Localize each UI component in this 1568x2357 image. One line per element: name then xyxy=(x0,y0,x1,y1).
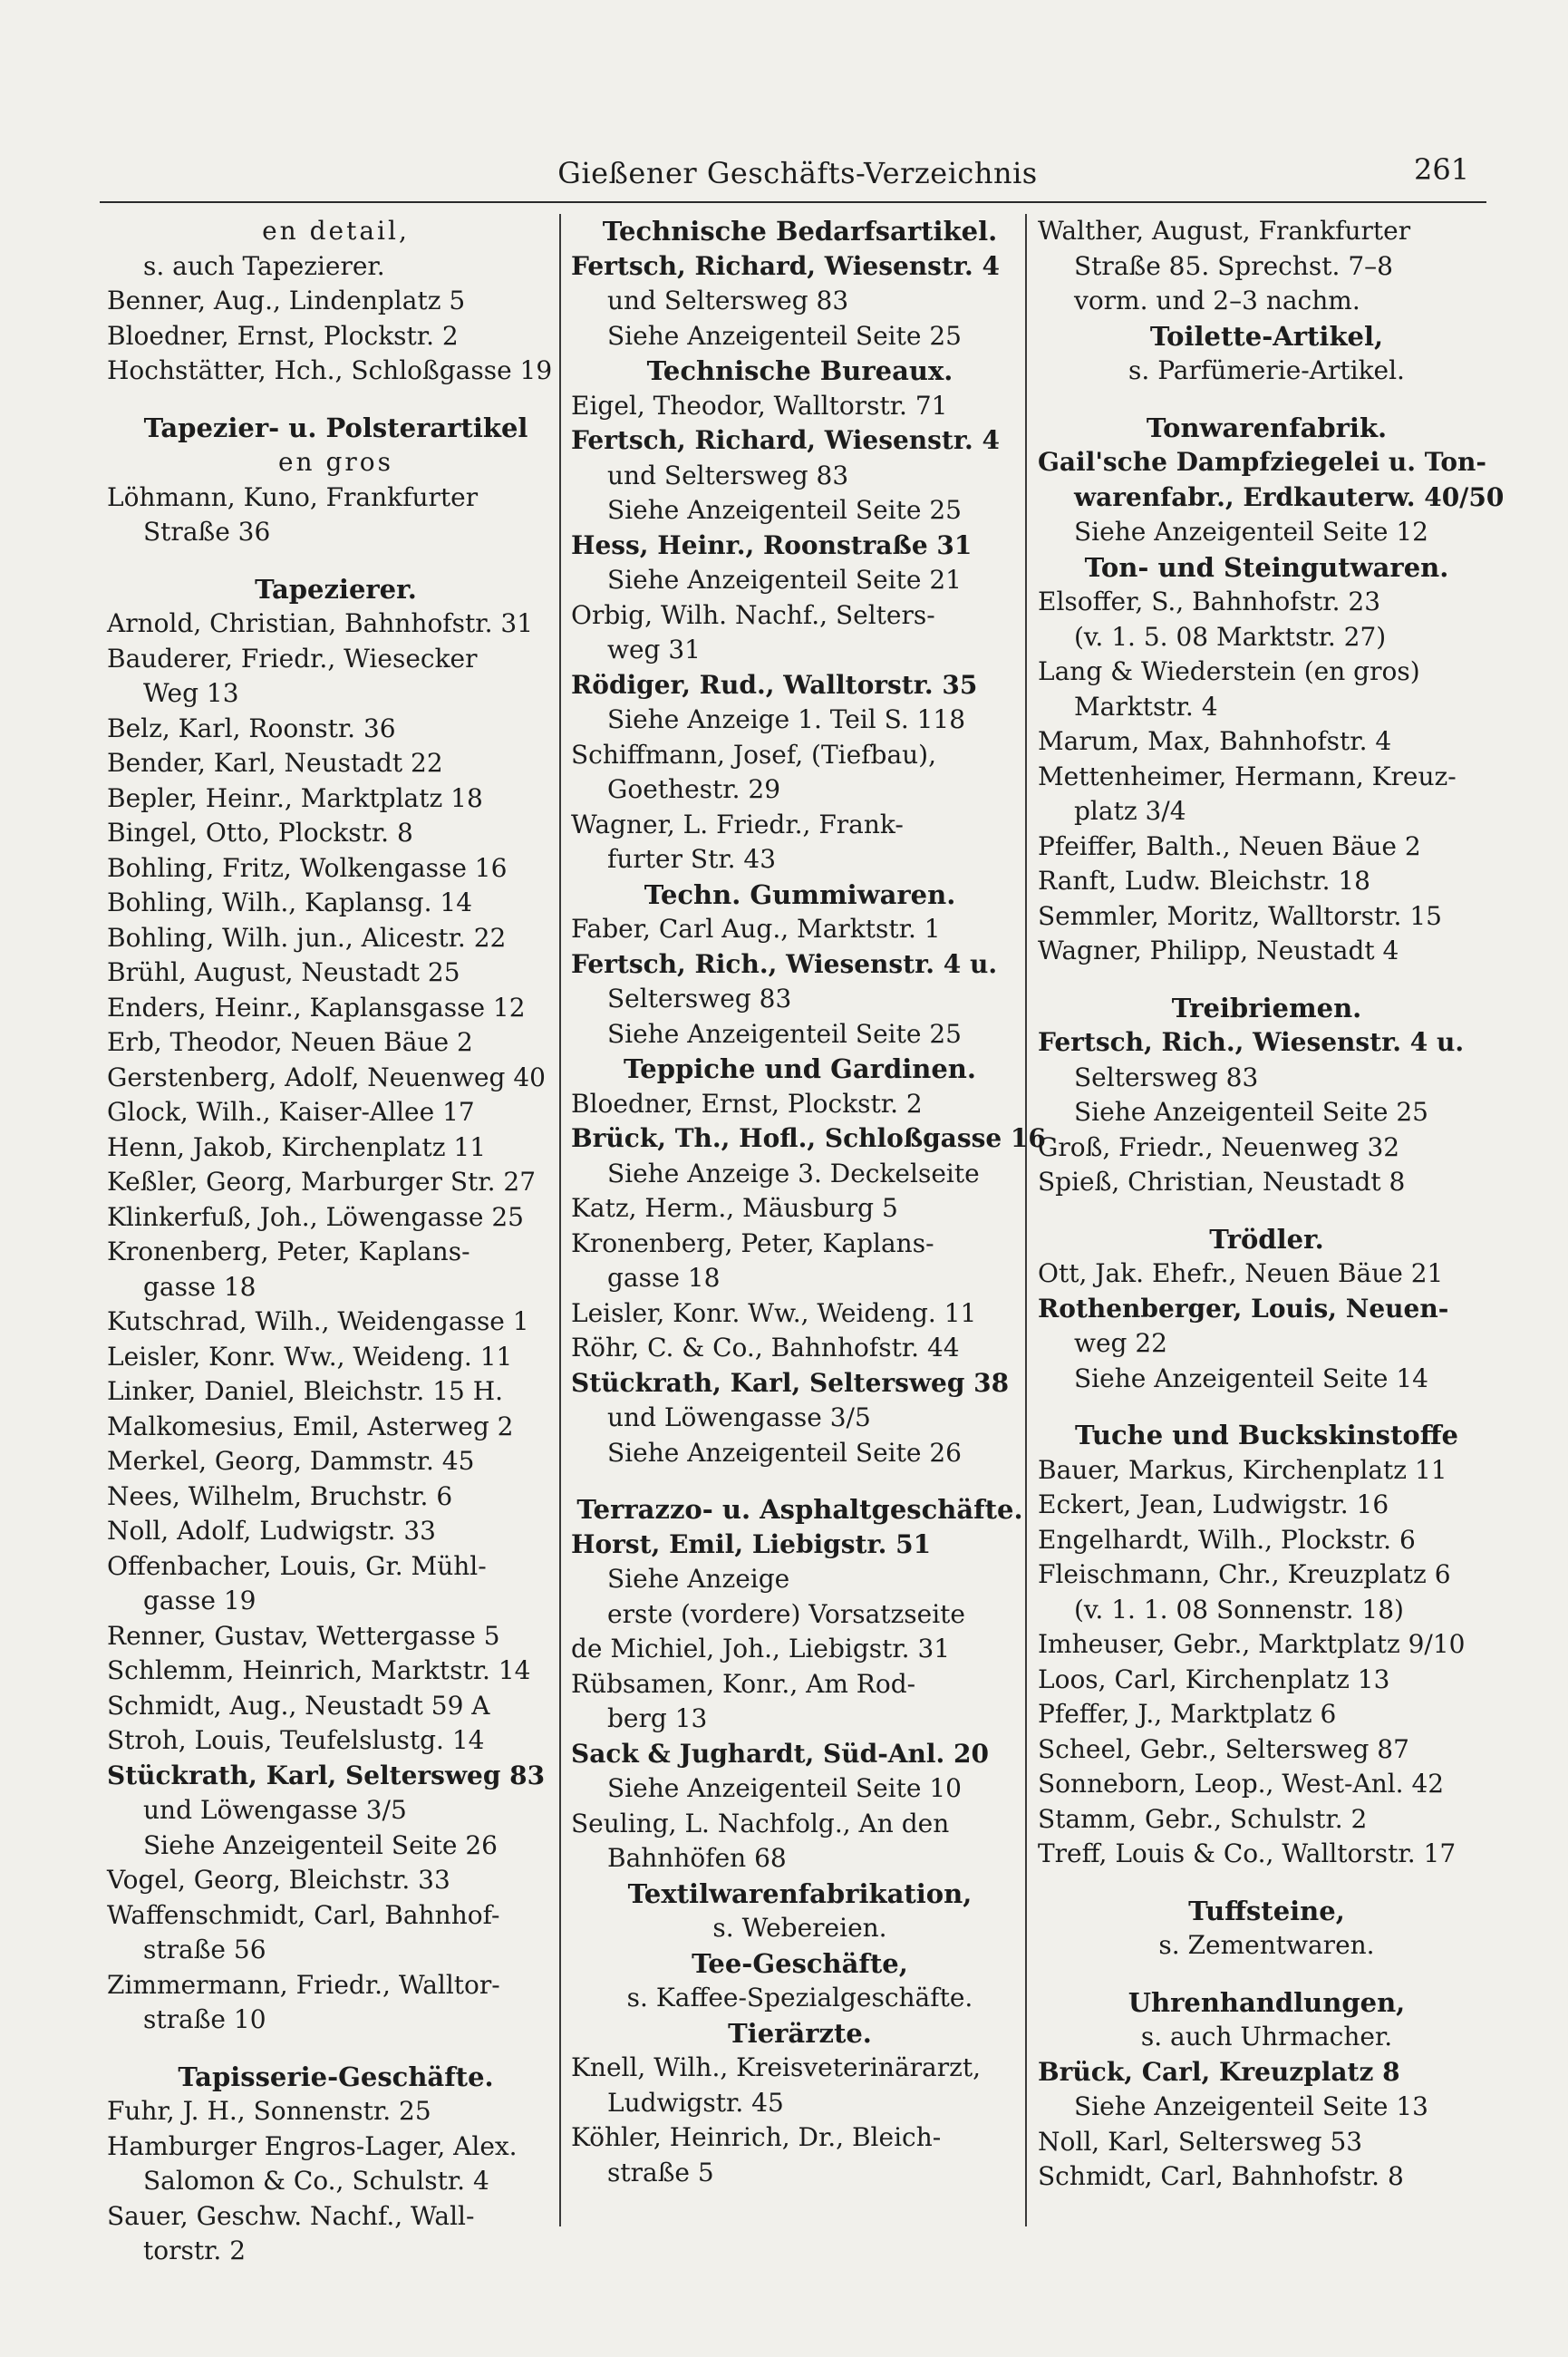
directory-line: Siehe Anzeigenteil Seite 25 xyxy=(607,495,962,525)
directory-line: Siehe Anzeigenteil Seite 26 xyxy=(143,1829,498,1860)
directory-line: Siehe Anzeigenteil Seite 10 xyxy=(607,1773,962,1803)
directory-line: Siehe Anzeigenteil Seite 26 xyxy=(607,1437,962,1468)
directory-line: Pfeiffer, Balth., Neuen Bäue 2 xyxy=(1038,830,1421,861)
directory-line: Bepler, Heinr., Marktplatz 18 xyxy=(107,782,483,813)
directory-line: Stückrath, Karl, Seltersweg 83 xyxy=(107,1760,546,1790)
directory-line: Fertsch, Richard, Wiesenstr. 4 xyxy=(571,425,1000,455)
directory-line: s. Parfümerie-Artikel. xyxy=(1128,355,1405,385)
directory-line: Salomon & Co., Schulstr. 4 xyxy=(143,2166,489,2196)
directory-line: Treff, Louis & Co., Walltorstr. 17 xyxy=(1038,1838,1457,1868)
directory-line: Imheuser, Gebr., Marktplatz 9/10 xyxy=(1038,1629,1466,1659)
directory-line: s. auch Tapezierer. xyxy=(143,250,385,281)
directory-line: Noll, Karl, Seltersweg 53 xyxy=(1038,2126,1363,2157)
directory-line: Orbig, Wilh. Nachf., Selters- xyxy=(571,599,935,630)
directory-line: Sack & Jughardt, Süd-Anl. 20 xyxy=(571,1738,989,1769)
section-heading: Techn. Gummiwaren. xyxy=(644,878,956,910)
directory-line: weg 22 xyxy=(1074,1328,1167,1358)
section-heading: Tapezier- u. Polsterartikel xyxy=(143,412,528,443)
directory-line: Siehe Anzeigenteil Seite 21 xyxy=(607,565,962,595)
directory-line: Bingel, Otto, Plockstr. 8 xyxy=(107,818,413,848)
section-heading: Ton- und Steingutwaren. xyxy=(1084,551,1449,583)
header-rule xyxy=(100,201,1486,203)
directory-line: Weg 13 xyxy=(143,678,239,708)
running-title: Gießener Geschäfts-Verzeichnis xyxy=(557,156,1038,190)
directory-line: Katz, Herm., Mäusburg 5 xyxy=(571,1193,898,1223)
directory-line: en detail, xyxy=(262,216,410,246)
directory-line: Hochstätter, Hch., Schloßgasse 19 xyxy=(107,355,553,385)
directory-line: Eigel, Theodor, Walltorstr. 71 xyxy=(571,390,948,421)
directory-line: Bohling, Wilh., Kaplansg. 14 xyxy=(107,888,473,917)
directory-line: s. Kaffee-Spezialgeschäfte. xyxy=(626,1983,973,2013)
directory-line: Engelhardt, Wilh., Plockstr. 6 xyxy=(1038,1524,1416,1555)
directory-line: Röhr, C. & Co., Bahnhofstr. 44 xyxy=(571,1333,960,1363)
directory-line: und Seltersweg 83 xyxy=(607,460,849,490)
directory-line: Arnold, Christian, Bahnhofstr. 31 xyxy=(107,608,534,638)
directory-line: und Löwengasse 3/5 xyxy=(143,1795,407,1825)
directory-line: Köhler, Heinrich, Dr., Bleich- xyxy=(571,2122,942,2152)
section-heading: Tonwarenfabrik. xyxy=(1146,412,1388,443)
directory-line: Mettenheimer, Hermann, Kreuz- xyxy=(1038,761,1457,791)
directory-line: Leisler, Konr. Ww., Weideng. 11 xyxy=(571,1297,977,1328)
directory-line: torstr. 2 xyxy=(143,2236,247,2265)
directory-line: Knell, Wilh., Kreisveterinärarzt, xyxy=(571,2052,982,2082)
directory-line: Straße 36 xyxy=(143,517,271,547)
directory-line: Elsoffer, S., Bahnhofstr. 23 xyxy=(1038,587,1381,616)
directory-line: Hess, Heinr., Roonstraße 31 xyxy=(571,529,973,560)
directory-line: Enders, Heinr., Kaplansgasse 12 xyxy=(107,992,526,1023)
page-number: 261 xyxy=(1414,152,1470,187)
directory-line: Siehe Anzeige 1. Teil S. 118 xyxy=(607,704,966,734)
directory-line: Eckert, Jean, Ludwigstr. 16 xyxy=(1038,1489,1389,1519)
section-heading: Tierärzte. xyxy=(728,2017,872,2049)
directory-line: Faber, Carl Aug., Marktstr. 1 xyxy=(571,914,941,944)
directory-line: Benner, Aug., Lindenplatz 5 xyxy=(107,286,466,315)
directory-line: Rothenberger, Louis, Neuen- xyxy=(1038,1293,1449,1324)
directory-line: Leisler, Konr. Ww., Weideng. 11 xyxy=(107,1341,513,1372)
directory-line: Schiffmann, Josef, (Tiefbau), xyxy=(571,739,937,770)
directory-line: Schmidt, Aug., Neustadt 59 A xyxy=(107,1690,490,1721)
directory-line: Fertsch, Rich., Wiesenstr. 4 u. xyxy=(571,948,998,979)
directory-line: Seltersweg 83 xyxy=(1074,1062,1259,1092)
directory-line: Malkomesius, Emil, Asterweg 2 xyxy=(107,1411,514,1441)
directory-line: Hamburger Engros-Lager, Alex. xyxy=(107,2130,518,2161)
directory-line: straße 10 xyxy=(143,2004,266,2034)
directory-line: s. Webereien. xyxy=(712,1913,887,1943)
directory-line: Horst, Emil, Liebigstr. 51 xyxy=(571,1528,932,1559)
directory-line: Vogel, Georg, Bleichstr. 33 xyxy=(107,1865,450,1895)
directory-line: Stamm, Gebr., Schulstr. 2 xyxy=(1038,1803,1368,1834)
directory-line: Siehe Anzeigenteil Seite 25 xyxy=(607,1018,962,1049)
directory-line: Stückrath, Karl, Seltersweg 38 xyxy=(571,1367,1010,1398)
section-heading: Uhrenhandlungen, xyxy=(1128,1986,1406,2018)
directory-line: gasse 19 xyxy=(143,1586,256,1615)
directory-line: platz 3/4 xyxy=(1074,796,1186,826)
section-heading: Textilwarenfabrikation, xyxy=(627,1877,973,1909)
directory-line: Schmidt, Carl, Bahnhofstr. 8 xyxy=(1038,2161,1404,2191)
section-heading: Tapisserie-Geschäfte. xyxy=(178,2061,494,2092)
directory-line: Fertsch, Richard, Wiesenstr. 4 xyxy=(571,250,1000,281)
directory-line: Noll, Adolf, Ludwigstr. 33 xyxy=(107,1516,436,1546)
directory-line: Kutschrad, Wilh., Weidengasse 1 xyxy=(107,1306,529,1336)
column-middle xyxy=(571,214,1046,2245)
section-heading: Tee-Geschäfte, xyxy=(692,1947,908,1979)
directory-line: straße 56 xyxy=(143,1935,266,1964)
directory-line: Linker, Daniel, Bleichstr. 15 H. xyxy=(107,1376,504,1406)
directory-line: Bahnhöfen 68 xyxy=(607,1843,787,1873)
directory-line: s. auch Uhrmacher. xyxy=(1140,2022,1393,2051)
directory-line: Renner, Gustav, Wettergasse 5 xyxy=(107,1620,500,1651)
directory-line: Straße 85. Sprechst. 7–8 xyxy=(1074,250,1393,281)
directory-line: Brück, Carl, Kreuzplatz 8 xyxy=(1038,2056,1400,2087)
directory-line: Stroh, Louis, Teufelslustg. 14 xyxy=(107,1725,485,1755)
directory-line: s. Zementwaren. xyxy=(1158,1930,1375,1960)
section-heading: Technische Bedarfsartikel. xyxy=(602,216,998,247)
directory-line: Zimmermann, Friedr., Walltor- xyxy=(107,1969,500,2000)
directory-line: Spieß, Christian, Neustadt 8 xyxy=(1038,1167,1406,1197)
section-heading: Tapezierer. xyxy=(255,573,417,605)
directory-line: Bender, Karl, Neustadt 22 xyxy=(107,748,443,778)
directory-line: Waffenschmidt, Carl, Bahnhof- xyxy=(107,1899,500,1930)
directory-line: Goethestr. 29 xyxy=(607,774,781,804)
directory-line: Erb, Theodor, Neuen Bäue 2 xyxy=(107,1027,473,1057)
column-left xyxy=(107,214,565,2265)
directory-line: Siehe Anzeigenteil Seite 13 xyxy=(1074,2091,1428,2121)
directory-line: furter Str. 43 xyxy=(607,844,777,874)
directory-line: Siehe Anzeige xyxy=(607,1564,790,1594)
directory-line: Loos, Carl, Kirchenplatz 13 xyxy=(1038,1663,1390,1694)
directory-line: Rödiger, Rud., Walltorstr. 35 xyxy=(571,669,978,700)
directory-line: Seuling, L. Nachfolg., An den xyxy=(571,1808,950,1838)
directory-line: Bloedner, Ernst, Plockstr. 2 xyxy=(107,320,459,351)
section-heading: Tuche und Buckskinstoffe xyxy=(1074,1420,1459,1450)
directory-line: straße 5 xyxy=(607,2157,714,2187)
directory-line: Siehe Anzeigenteil Seite 12 xyxy=(1074,517,1428,547)
directory-line: Ranft, Ludw. Bleichstr. 18 xyxy=(1038,866,1370,896)
section-heading: Teppiche und Gardinen. xyxy=(624,1053,976,1084)
directory-line: vorm. und 2–3 nachm. xyxy=(1074,286,1360,315)
directory-line: Walther, August, Frankfurter xyxy=(1038,216,1411,246)
directory-line: Bloedner, Ernst, Plockstr. 2 xyxy=(571,1088,923,1119)
section-heading: Treibriemen. xyxy=(1171,992,1362,1023)
directory-line: Siehe Anzeigenteil Seite 25 xyxy=(1074,1097,1428,1127)
directory-line: Siehe Anzeigenteil Seite 14 xyxy=(1074,1363,1428,1393)
directory-line: Fuhr, J. H., Sonnenstr. 25 xyxy=(107,2096,431,2126)
directory-line: Semmler, Moritz, Walltorstr. 15 xyxy=(1038,900,1442,931)
directory-line: Nees, Wilhelm, Bruchstr. 6 xyxy=(107,1480,453,1511)
directory-line: Brühl, August, Neustadt 25 xyxy=(107,957,460,987)
directory-line: Henn, Jakob, Kirchenplatz 11 xyxy=(107,1131,487,1162)
directory-line: Bohling, Wilh. jun., Alicestr. 22 xyxy=(107,922,507,953)
directory-line: Groß, Friedr., Neuenweg 32 xyxy=(1038,1131,1400,1162)
section-heading: Toilette-Artikel, xyxy=(1149,320,1384,352)
directory-line: weg 31 xyxy=(607,635,701,664)
directory-line: Brück, Th., Hofl., Schloßgasse 16 xyxy=(571,1123,1046,1153)
directory-line: Bauderer, Friedr., Wiesecker xyxy=(107,643,478,674)
directory-line: berg 13 xyxy=(607,1703,708,1733)
directory-line: Glock, Wilh., Kaiser-Allee 17 xyxy=(107,1097,475,1127)
directory-line: Lang & Wiederstein (en gros) xyxy=(1038,656,1420,686)
directory-line: Bohling, Fritz, Wolkengasse 16 xyxy=(107,852,508,883)
directory-line: Ludwigstr. 45 xyxy=(607,2087,784,2118)
directory-line: und Seltersweg 83 xyxy=(607,286,849,315)
section-heading: Tuffsteine, xyxy=(1188,1895,1345,1926)
directory-line: Rübsamen, Konr., Am Rod- xyxy=(571,1668,916,1699)
directory-line: Kronenberg, Peter, Kaplans- xyxy=(571,1227,934,1258)
directory-line: erste (vordere) Vorsatzseite xyxy=(607,1598,965,1629)
directory-line: Siehe Anzeigenteil Seite 25 xyxy=(607,320,962,351)
directory-line: Merkel, Georg, Dammstr. 45 xyxy=(107,1446,475,1476)
directory-line: (v. 1. 5. 08 Marktstr. 27) xyxy=(1074,621,1387,652)
directory-line: gasse 18 xyxy=(143,1271,256,1302)
directory-line: Fleischmann, Chr., Kreuzplatz 6 xyxy=(1038,1559,1451,1589)
section-heading: Trödler. xyxy=(1209,1223,1324,1255)
directory-line: und Löwengasse 3/5 xyxy=(607,1402,871,1432)
directory-line: Sonneborn, Leop., West-Anl. 42 xyxy=(1038,1769,1445,1799)
directory-line: Siehe Anzeige 3. Deckelseite xyxy=(607,1158,980,1188)
directory-line: Gerstenberg, Adolf, Neuenweg 40 xyxy=(107,1062,546,1092)
directory-line: Löhmann, Kuno, Frankfurter xyxy=(107,481,479,512)
section-heading: Terrazzo- u. Asphaltgeschäfte. xyxy=(576,1494,1023,1525)
directory-line: Schlemm, Heinrich, Marktstr. 14 xyxy=(107,1655,531,1685)
directory-line: Wagner, Philipp, Neustadt 4 xyxy=(1038,936,1399,965)
directory-line: Klinkerfuß, Joh., Löwengasse 25 xyxy=(107,1201,524,1232)
directory-line: Ott, Jak. Ehefr., Neuen Bäue 21 xyxy=(1038,1258,1444,1288)
directory-line: Offenbacher, Louis, Gr. Mühl- xyxy=(107,1550,487,1581)
directory-line: Fertsch, Rich., Wiesenstr. 4 u. xyxy=(1038,1027,1465,1057)
directory-line: Pfeffer, J., Marktplatz 6 xyxy=(1038,1699,1337,1729)
directory-line: Sauer, Geschw. Nachf., Wall- xyxy=(107,2200,475,2231)
directory-line: Marktstr. 4 xyxy=(1074,691,1218,722)
directory-line: (v. 1. 1. 08 Sonnenstr. 18) xyxy=(1074,1594,1404,1625)
section-heading: Technische Bureaux. xyxy=(646,355,953,386)
column-right xyxy=(1038,214,1505,2245)
directory-line: warenfabr., Erdkauterw. 40/50 xyxy=(1074,481,1505,512)
directory-line: Seltersweg 83 xyxy=(607,984,792,1014)
directory-line: Kronenberg, Peter, Kaplans- xyxy=(107,1237,470,1266)
directory-line: en gros xyxy=(277,447,394,477)
directory-line: Keßler, Georg, Marburger Str. 27 xyxy=(107,1167,537,1197)
directory-line: de Michiel, Joh., Liebigstr. 31 xyxy=(571,1634,951,1663)
directory-line: gasse 18 xyxy=(607,1263,721,1293)
directory-line: Belz, Karl, Roonstr. 36 xyxy=(107,713,396,743)
directory-line: Scheel, Gebr., Seltersweg 87 xyxy=(1038,1733,1409,1764)
directory-line: Bauer, Markus, Kirchenplatz 11 xyxy=(1038,1454,1447,1485)
directory-line: Marum, Max, Bahnhofstr. 4 xyxy=(1038,726,1392,756)
directory-line: Gail'sche Dampfziegelei u. Ton- xyxy=(1038,447,1487,477)
directory-line: Wagner, L. Friedr., Frank- xyxy=(571,809,904,839)
